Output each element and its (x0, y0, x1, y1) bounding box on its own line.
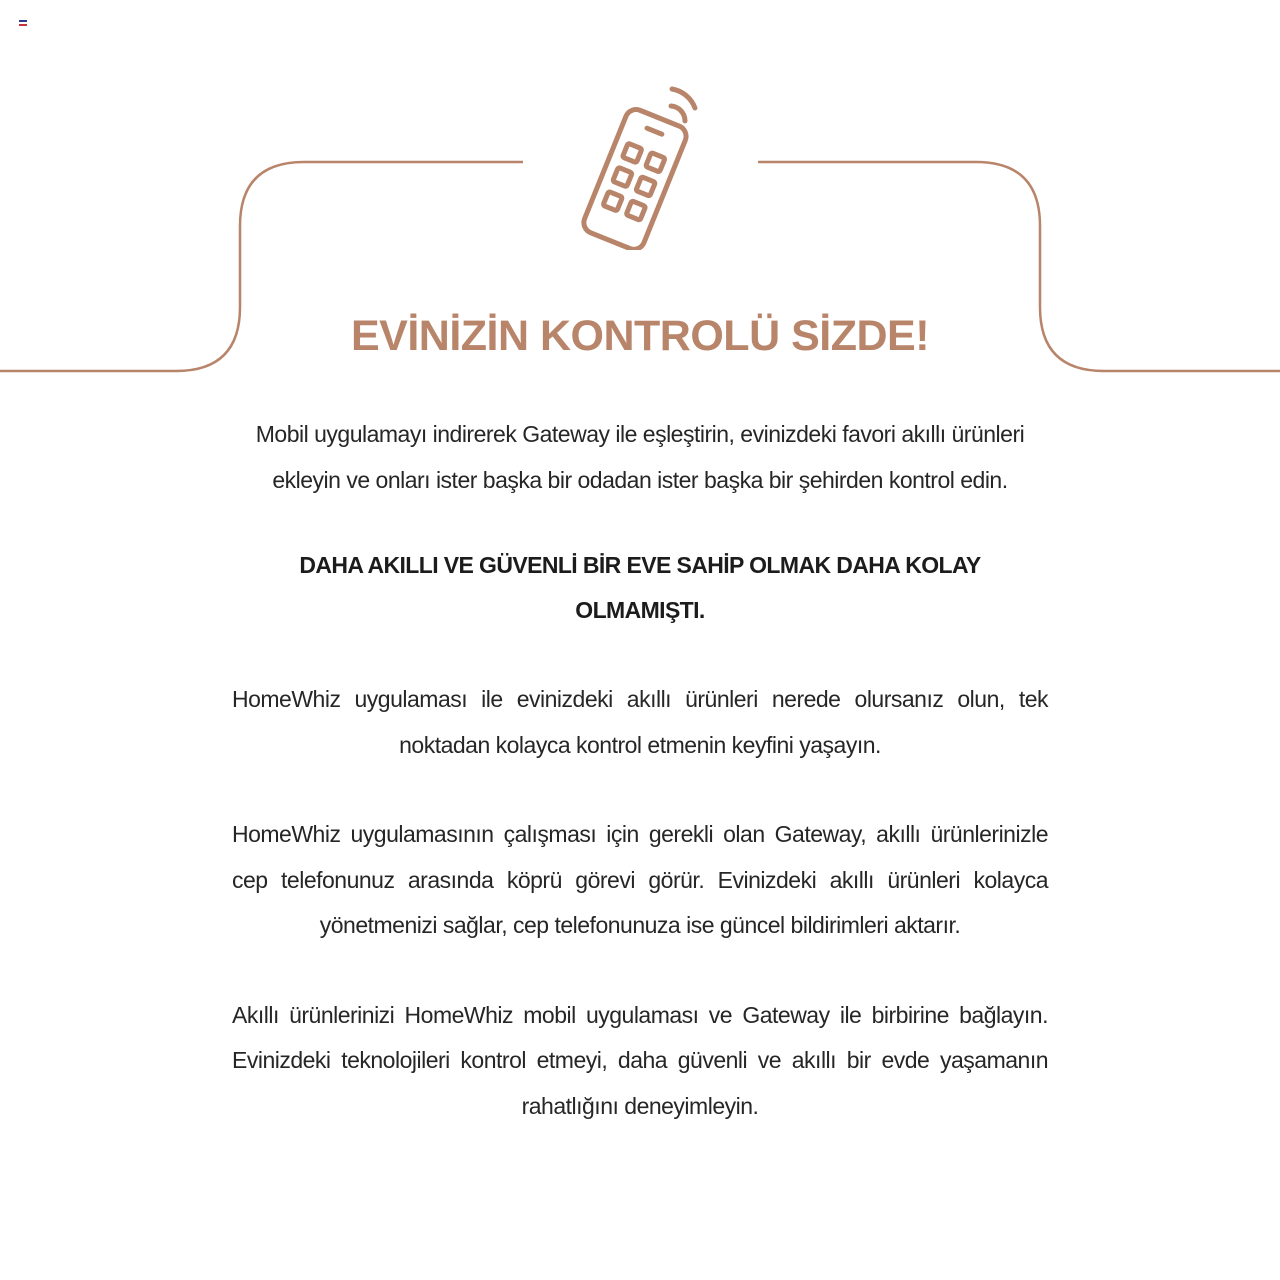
page-title: EVİNİZİN KONTROLÜ SİZDE! (350, 312, 930, 360)
subheading: DAHA AKILLI VE GÜVENLİ BİR EVE SAHİP OLMAK DAHA KOLAY OLMAMIŞTI. (299, 552, 981, 623)
paragraph-connect: Akıllı ürünlerinizi HomeWhiz mobil uygulaması ve Gateway ile birbirine bağlayın. Evinizdeki teknolojileri kontrol etmeyi, daha güvenli ve akıllı bir evde yaşamanın rahatlığını deneyimleyin. (232, 1001, 1048, 1119)
paragraph-homewhiz: HomeWhiz uygulaması ile evinizdeki akıllı ürünleri nerede olursanız olun, tek noktadan kolayca kontrol etmenin keyfini yaşayın. (232, 686, 1048, 758)
paragraph-gateway: HomeWhiz uygulamasının çalışması için gerekli olan Gateway, akıllı ürünlerinizle cep telefonunuz arasında köprü görevi görür. Evinizdeki akıllı ürünleri kolayca yönetmenizi sağlar, cep telefonunuza ise güncel bildirimleri aktarır. (232, 821, 1048, 938)
remote-control-icon (575, 80, 705, 250)
intro-paragraph: Mobil uygulamayı indirerek Gateway ile eşleştirin, evinizdeki favori akıllı ürünleri ekleyin ve onları ister başka bir odadan ister başka bir şehirden kontrol edin. (255, 421, 1025, 493)
content-body (232, 412, 1048, 1129)
